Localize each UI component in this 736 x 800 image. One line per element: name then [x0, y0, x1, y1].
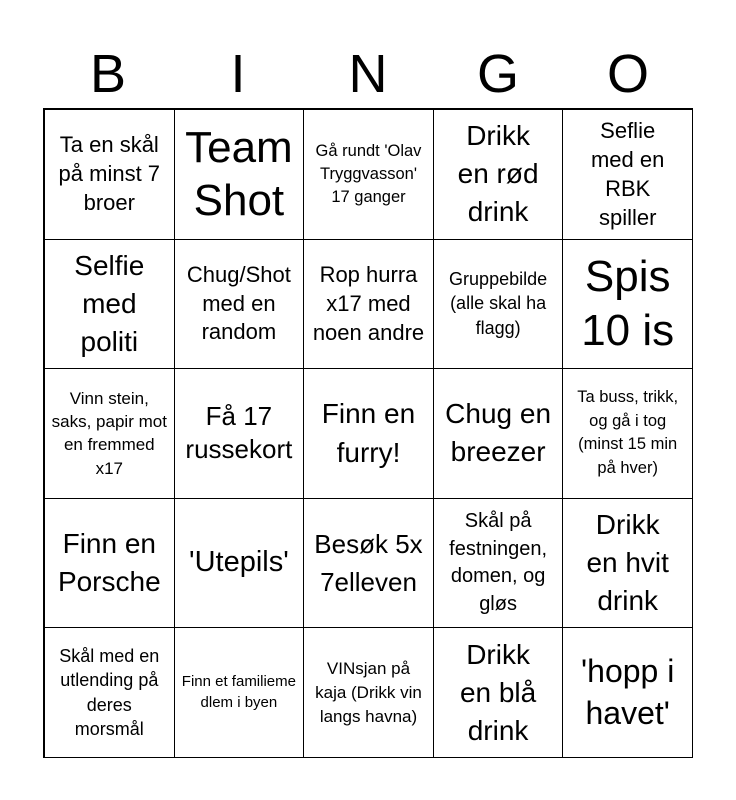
cell-text: Seflie med en RBK spiller: [590, 118, 665, 231]
bingo-cell[interactable]: [174, 498, 305, 629]
bingo-cell[interactable]: [303, 368, 434, 499]
bingo-board: [43, 108, 693, 758]
cell-text: Skål med en utlending på deres morsmål: [59, 646, 160, 739]
bingo-cell[interactable]: [433, 498, 564, 629]
bingo-cell[interactable]: [44, 498, 175, 629]
cell-text: Ta buss, trikk, og gå i tog (minst 15 min på hver): [577, 387, 679, 478]
cell-text: Drikk en hvit drink: [586, 508, 669, 617]
bingo-cell[interactable]: [303, 627, 434, 758]
cell-text: Ta en skål på minst 7 broer: [58, 132, 161, 215]
bingo-cell[interactable]: [44, 368, 175, 499]
cell-text: Selfie med politi: [74, 249, 145, 357]
bingo-cell[interactable]: [174, 627, 305, 758]
cell-text: Besøk 5x 7elleven: [314, 528, 423, 598]
header-letter-o: O: [606, 44, 649, 104]
cell-text: Skål på festningen, domen, og gløs: [449, 509, 548, 615]
header-letter-g: G: [476, 44, 519, 104]
bingo-header: [43, 38, 693, 110]
bingo-cell[interactable]: [433, 627, 564, 758]
bingo-cell[interactable]: [562, 368, 693, 499]
cell-text: Rop hurra x17 med noen andre: [312, 262, 425, 346]
cell-text: Drikk en rød drink: [457, 120, 539, 228]
bingo-cell[interactable]: [303, 498, 434, 629]
cell-text: Spis 10 is: [581, 252, 675, 355]
bingo-cell[interactable]: [562, 109, 693, 240]
cell-text: Finn en Porsche: [57, 528, 161, 598]
bingo-cell[interactable]: [174, 239, 305, 370]
cell-text: Finn en furry!: [321, 398, 416, 469]
bingo-cell[interactable]: [433, 368, 564, 499]
bingo-cell[interactable]: [562, 627, 693, 758]
bingo-cell[interactable]: [303, 109, 434, 240]
cell-text: Få 17 russekort: [185, 401, 293, 465]
bingo-cell[interactable]: [303, 239, 434, 370]
header-letter-i: I: [230, 44, 246, 104]
bingo-cell[interactable]: [433, 239, 564, 370]
bingo-cell[interactable]: [562, 498, 693, 629]
bingo-cell[interactable]: [174, 109, 305, 240]
bingo-cell[interactable]: [562, 239, 693, 370]
cell-text: Drikk en blå drink: [459, 638, 537, 746]
cell-text: Chug en breezer: [445, 398, 552, 468]
cell-text: Finn et familiemedlem i byen: [181, 673, 296, 711]
cell-text: Chug/Shot med en random: [186, 262, 291, 345]
cell-text: 'hopp i havet': [581, 653, 675, 731]
cell-text: VINsjan på kaja (Drikk vin langs havna): [315, 659, 422, 726]
cell-text: Gruppebilde (alle skal ha flagg): [449, 268, 548, 339]
cell-text: 'Utepils': [189, 546, 289, 579]
bingo-cell[interactable]: [174, 368, 305, 499]
bingo-cell[interactable]: [44, 239, 175, 370]
cell-text: Team Shot: [185, 122, 293, 226]
cell-text: Vinn stein, saks, papir mot en fremmed x17: [51, 388, 167, 478]
bingo-cell[interactable]: [44, 627, 175, 758]
bingo-cell[interactable]: [44, 109, 175, 240]
header-letter-n: N: [348, 44, 388, 104]
bingo-cell[interactable]: [433, 109, 564, 240]
header-letter-b: B: [89, 44, 127, 104]
cell-text: Gå rundt 'Olav Tryggvasson' 17 ganger: [315, 142, 422, 206]
